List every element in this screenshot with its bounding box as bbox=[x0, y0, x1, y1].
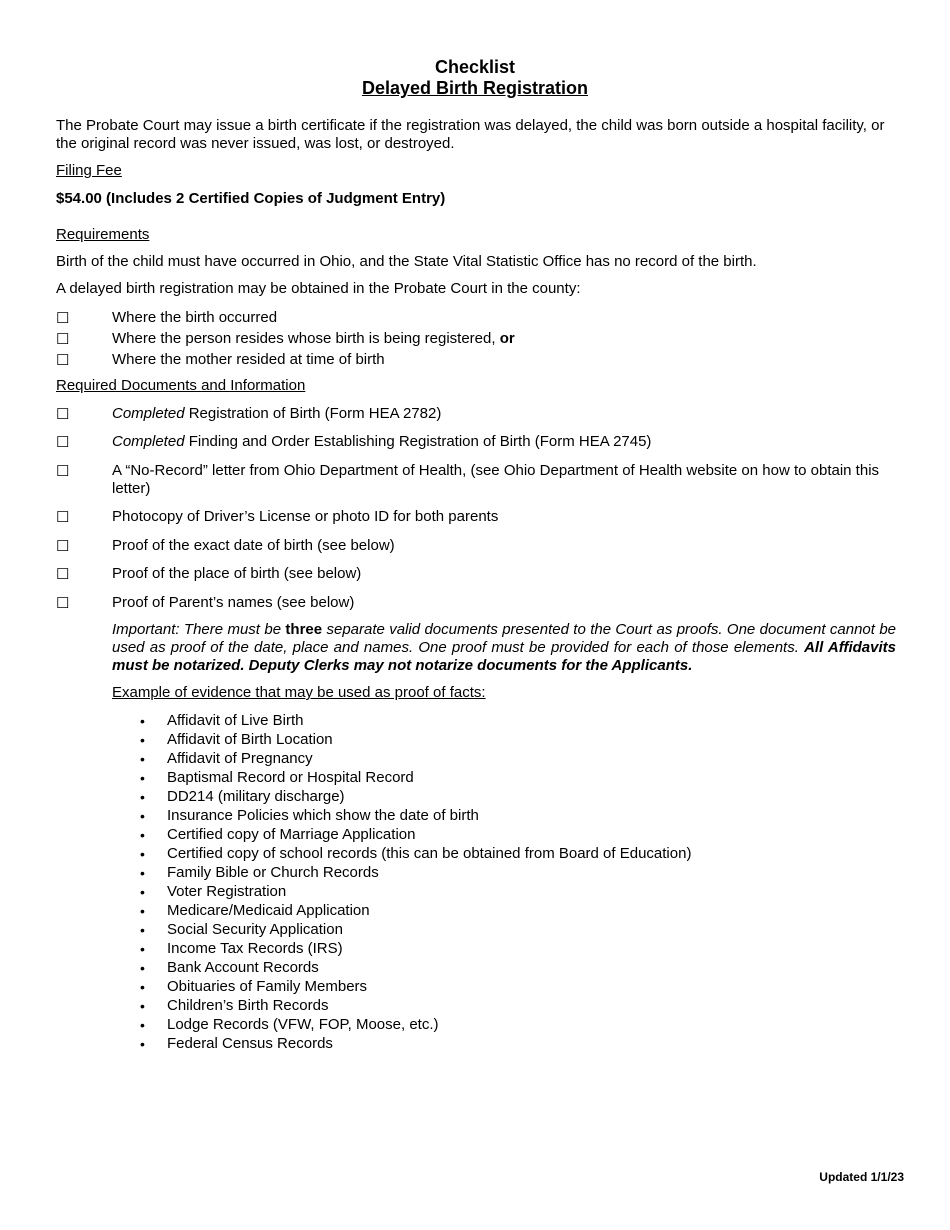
example-list-item: Affidavit of Birth Location bbox=[167, 731, 333, 748]
example-list-item: Affidavit of Live Birth bbox=[167, 712, 304, 729]
bullet-icon: • bbox=[140, 846, 145, 862]
example-list-item: Certified copy of school records (this can be obtained from Board of Education) bbox=[167, 845, 692, 862]
example-list-item: Children’s Birth Records bbox=[167, 997, 329, 1014]
document-item-text: Registration of Birth (Form HEA 2782) bbox=[184, 405, 442, 422]
important-note bbox=[112, 621, 896, 675]
page-title: Checklist bbox=[434, 57, 516, 77]
filing-fee-amount: $54.00 (Includes 2 Certified Copies of Judgment Entry) bbox=[56, 190, 446, 207]
example-list-item: Medicare/Medicaid Application bbox=[167, 902, 370, 919]
example-list-item: Income Tax Records (IRS) bbox=[167, 940, 343, 957]
checkbox-icon: ☐ bbox=[56, 406, 70, 423]
example-list-item: Bank Account Records bbox=[167, 959, 319, 976]
bullet-icon: • bbox=[140, 770, 145, 786]
bullet-icon: • bbox=[140, 960, 145, 976]
checkbox-icon: ☐ bbox=[56, 538, 70, 555]
filing-fee-heading: Filing Fee bbox=[56, 162, 122, 179]
document-item: Proof of the exact date of birth (see below) bbox=[112, 537, 395, 554]
requirement-item-text: Where the person resides whose birth is being registered, bbox=[112, 330, 496, 347]
bullet-icon: • bbox=[140, 941, 145, 957]
bullet-icon: • bbox=[140, 922, 145, 938]
requirement-item: Where the birth occurred bbox=[112, 309, 278, 326]
example-list-item: DD214 (military discharge) bbox=[167, 788, 345, 805]
bullet-icon: • bbox=[140, 808, 145, 824]
checkbox-icon: ☐ bbox=[56, 566, 70, 583]
important-note-part1: Important: There must be bbox=[112, 621, 286, 638]
example-list-item: Affidavit of Pregnancy bbox=[167, 750, 313, 767]
document-item: Proof of the place of birth (see below) bbox=[112, 565, 362, 582]
requirement-item: Where the mother resided at time of birth bbox=[112, 351, 385, 368]
example-list-item: Obituaries of Family Members bbox=[167, 978, 368, 995]
requirements-paragraph-2: A delayed birth registration may be obtained in the Probate Court in the county: bbox=[56, 280, 581, 297]
documents-heading: Required Documents and Information bbox=[56, 377, 306, 394]
example-list-item: Family Bible or Church Records bbox=[167, 864, 379, 881]
important-note-bold: All Affidavits must be notarized. Deputy Clerks may not notarize documents for the Applicants. bbox=[112, 639, 896, 674]
bullet-icon: • bbox=[140, 998, 145, 1014]
bullet-icon: • bbox=[140, 903, 145, 919]
document-item bbox=[112, 405, 902, 423]
important-note-part2: separate valid documents presented to the Court as proofs. One document cannot be used as proof of the date, place and names. One proof must be provided for each of those elements. bbox=[112, 621, 897, 656]
bullet-icon: • bbox=[140, 865, 145, 881]
bullet-icon: • bbox=[140, 979, 145, 995]
intro-paragraph: The Probate Court may issue a birth certificate if the registration was delayed, the child was born outside a hospital facility, or the original record was never issued, was lost, or destroyed. bbox=[56, 117, 885, 152]
checkbox-icon: ☐ bbox=[56, 595, 70, 612]
document-item: Photocopy of Driver’s License or photo ID for both parents bbox=[112, 508, 499, 525]
checkbox-icon: ☐ bbox=[56, 509, 70, 526]
requirement-item bbox=[112, 330, 902, 348]
bullet-icon: • bbox=[140, 789, 145, 805]
requirements-heading: Requirements bbox=[56, 226, 150, 243]
example-list-item: Baptismal Record or Hospital Record bbox=[167, 769, 414, 786]
completed-word: Completed bbox=[112, 405, 185, 422]
bullet-icon: • bbox=[140, 827, 145, 843]
bullet-icon: • bbox=[140, 751, 145, 767]
document-item bbox=[112, 433, 902, 451]
example-list-item: Social Security Application bbox=[167, 921, 343, 938]
document-item: A “No-Record” letter from Ohio Department of Health, (see Ohio Department of Health website on how to obtain this letter) bbox=[112, 462, 880, 497]
example-list-item: Lodge Records (VFW, FOP, Moose, etc.) bbox=[167, 1016, 439, 1033]
requirements-paragraph-1: Birth of the child must have occurred in Ohio, and the State Vital Statistic Office has no record of the birth. bbox=[56, 253, 757, 270]
checkbox-icon: ☐ bbox=[56, 434, 70, 451]
example-list-item: Voter Registration bbox=[167, 883, 287, 900]
bullet-icon: • bbox=[140, 732, 145, 748]
checkbox-icon: ☐ bbox=[56, 352, 70, 369]
bullet-icon: • bbox=[140, 713, 145, 729]
examples-heading: Example of evidence that may be used as proof of facts: bbox=[112, 684, 486, 701]
completed-word: Completed bbox=[112, 433, 185, 450]
checkbox-icon: ☐ bbox=[56, 310, 70, 327]
bullet-icon: • bbox=[140, 884, 145, 900]
requirement-item-or: or bbox=[499, 330, 515, 347]
example-list-item: Federal Census Records bbox=[167, 1035, 333, 1052]
bullet-icon: • bbox=[140, 1017, 145, 1033]
checkbox-icon: ☐ bbox=[56, 331, 70, 348]
updated-date: Updated 1/1/23 bbox=[819, 1170, 904, 1184]
important-note-three: three bbox=[285, 621, 323, 638]
document-item: Proof of Parent’s names (see below) bbox=[112, 594, 355, 611]
page-subtitle: Delayed Birth Registration bbox=[361, 78, 589, 98]
checkbox-icon: ☐ bbox=[56, 463, 70, 480]
example-list-item: Certified copy of Marriage Application bbox=[167, 826, 416, 843]
bullet-icon: • bbox=[140, 1036, 145, 1052]
example-list-item: Insurance Policies which show the date of birth bbox=[167, 807, 479, 824]
document-item-text: Finding and Order Establishing Registration of Birth (Form HEA 2745) bbox=[184, 433, 652, 450]
